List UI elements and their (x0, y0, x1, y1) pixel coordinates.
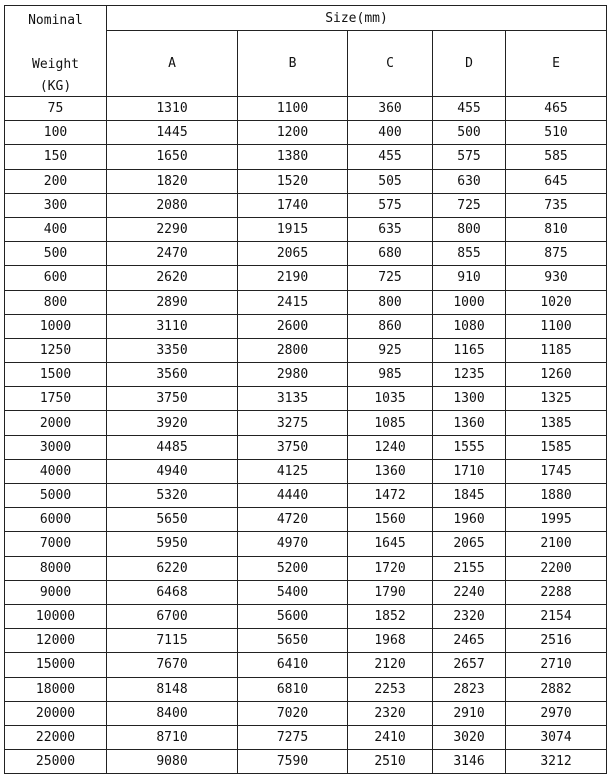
a-cell: 3920 (107, 411, 238, 435)
table-row (5, 266, 607, 290)
b-cell: 1200 (238, 121, 348, 145)
table-row (5, 121, 607, 145)
weight-cell: 18000 (5, 677, 107, 701)
d-cell: 2465 (433, 629, 506, 653)
c-cell: 1645 (348, 532, 433, 556)
table-row (5, 532, 607, 556)
d-cell: 2657 (433, 653, 506, 677)
header-weight-line2: Weight (32, 57, 79, 72)
b-cell: 7020 (238, 701, 348, 725)
c-cell: 680 (348, 242, 433, 266)
c-cell: 1240 (348, 435, 433, 459)
a-cell: 6468 (107, 580, 238, 604)
e-cell: 1585 (506, 435, 607, 459)
weight-cell: 400 (5, 217, 107, 241)
table-row (5, 435, 607, 459)
weight-cell: 15000 (5, 653, 107, 677)
table-row (5, 604, 607, 628)
b-cell: 2415 (238, 290, 348, 314)
weight-cell: 75 (5, 97, 107, 121)
e-cell: 1385 (506, 411, 607, 435)
c-cell: 360 (348, 97, 433, 121)
table-row (5, 701, 607, 725)
a-cell: 6700 (107, 604, 238, 628)
c-cell: 2253 (348, 677, 433, 701)
c-cell: 2120 (348, 653, 433, 677)
e-cell: 1880 (506, 484, 607, 508)
header-size-group: Size(mm) (107, 6, 607, 31)
weight-cell: 9000 (5, 580, 107, 604)
b-cell: 1100 (238, 97, 348, 121)
a-cell: 4485 (107, 435, 238, 459)
a-cell: 2890 (107, 290, 238, 314)
c-cell: 860 (348, 314, 433, 338)
d-cell: 500 (433, 121, 506, 145)
table-row (5, 193, 607, 217)
a-cell: 8148 (107, 677, 238, 701)
weight-cell: 150 (5, 145, 107, 169)
b-cell: 3135 (238, 387, 348, 411)
d-cell: 1000 (433, 290, 506, 314)
d-cell: 725 (433, 193, 506, 217)
table-row (5, 314, 607, 338)
weight-cell: 20000 (5, 701, 107, 725)
a-cell: 5320 (107, 484, 238, 508)
d-cell: 575 (433, 145, 506, 169)
header-nominal-weight (5, 6, 107, 97)
e-cell: 1995 (506, 508, 607, 532)
e-cell: 645 (506, 169, 607, 193)
e-cell: 2200 (506, 556, 607, 580)
e-cell: 1325 (506, 387, 607, 411)
b-cell: 6810 (238, 677, 348, 701)
weight-cell: 200 (5, 169, 107, 193)
a-cell: 3560 (107, 363, 238, 387)
table-row (5, 242, 607, 266)
table-row (5, 653, 607, 677)
d-cell: 1235 (433, 363, 506, 387)
a-cell: 1445 (107, 121, 238, 145)
a-cell: 5650 (107, 508, 238, 532)
weight-cell: 1250 (5, 338, 107, 362)
b-cell: 7275 (238, 725, 348, 749)
c-cell: 2410 (348, 725, 433, 749)
b-cell: 1520 (238, 169, 348, 193)
a-cell: 9080 (107, 750, 238, 774)
b-cell: 2800 (238, 338, 348, 362)
a-cell: 3750 (107, 387, 238, 411)
table-row (5, 580, 607, 604)
b-cell: 4440 (238, 484, 348, 508)
table-row (5, 97, 607, 121)
e-cell: 3074 (506, 725, 607, 749)
e-cell: 1020 (506, 290, 607, 314)
c-cell: 1560 (348, 508, 433, 532)
e-cell: 3212 (506, 750, 607, 774)
b-cell: 5650 (238, 629, 348, 653)
c-cell: 985 (348, 363, 433, 387)
table-row (5, 145, 607, 169)
c-cell: 725 (348, 266, 433, 290)
table-row (5, 556, 607, 580)
a-cell: 2290 (107, 217, 238, 241)
b-cell: 6410 (238, 653, 348, 677)
c-cell: 1360 (348, 459, 433, 483)
table-row (5, 677, 607, 701)
e-cell: 875 (506, 242, 607, 266)
b-cell: 1740 (238, 193, 348, 217)
weight-cell: 7000 (5, 532, 107, 556)
e-cell: 510 (506, 121, 607, 145)
b-cell: 5200 (238, 556, 348, 580)
table-row (5, 169, 607, 193)
d-cell: 2155 (433, 556, 506, 580)
d-cell: 1845 (433, 484, 506, 508)
b-cell: 4970 (238, 532, 348, 556)
e-cell: 2154 (506, 604, 607, 628)
d-cell: 2823 (433, 677, 506, 701)
e-cell: 465 (506, 97, 607, 121)
table-row (5, 750, 607, 774)
c-cell: 1968 (348, 629, 433, 653)
a-cell: 4940 (107, 459, 238, 483)
weight-cell: 8000 (5, 556, 107, 580)
a-cell: 8400 (107, 701, 238, 725)
b-cell: 2980 (238, 363, 348, 387)
table-row (5, 459, 607, 483)
table-row (5, 508, 607, 532)
c-cell: 1472 (348, 484, 433, 508)
header-col-c: C (348, 31, 433, 97)
d-cell: 1300 (433, 387, 506, 411)
b-cell: 4125 (238, 459, 348, 483)
c-cell: 1720 (348, 556, 433, 580)
a-cell: 8710 (107, 725, 238, 749)
a-cell: 1820 (107, 169, 238, 193)
d-cell: 455 (433, 97, 506, 121)
e-cell: 810 (506, 217, 607, 241)
header-col-e: E (506, 31, 607, 97)
table-row (5, 338, 607, 362)
header-col-b: B (238, 31, 348, 97)
d-cell: 1080 (433, 314, 506, 338)
b-cell: 1915 (238, 217, 348, 241)
c-cell: 505 (348, 169, 433, 193)
c-cell: 635 (348, 217, 433, 241)
a-cell: 2470 (107, 242, 238, 266)
d-cell: 3146 (433, 750, 506, 774)
table-row (5, 387, 607, 411)
e-cell: 930 (506, 266, 607, 290)
a-cell: 5950 (107, 532, 238, 556)
c-cell: 1852 (348, 604, 433, 628)
c-cell: 575 (348, 193, 433, 217)
d-cell: 910 (433, 266, 506, 290)
a-cell: 3110 (107, 314, 238, 338)
e-cell: 2710 (506, 653, 607, 677)
d-cell: 1960 (433, 508, 506, 532)
b-cell: 2600 (238, 314, 348, 338)
weight-cell: 500 (5, 242, 107, 266)
e-cell: 2970 (506, 701, 607, 725)
table-row (5, 290, 607, 314)
c-cell: 1035 (348, 387, 433, 411)
c-cell: 1085 (348, 411, 433, 435)
b-cell: 3275 (238, 411, 348, 435)
a-cell: 6220 (107, 556, 238, 580)
table-body (5, 97, 607, 774)
e-cell: 735 (506, 193, 607, 217)
a-cell: 1650 (107, 145, 238, 169)
table-row (5, 217, 607, 241)
d-cell: 1555 (433, 435, 506, 459)
weight-cell: 22000 (5, 725, 107, 749)
e-cell: 1745 (506, 459, 607, 483)
d-cell: 800 (433, 217, 506, 241)
d-cell: 1710 (433, 459, 506, 483)
d-cell: 630 (433, 169, 506, 193)
b-cell: 3750 (238, 435, 348, 459)
a-cell: 7115 (107, 629, 238, 653)
e-cell: 2516 (506, 629, 607, 653)
c-cell: 400 (348, 121, 433, 145)
weight-cell: 3000 (5, 435, 107, 459)
weight-cell: 6000 (5, 508, 107, 532)
weight-cell: 10000 (5, 604, 107, 628)
b-cell: 5400 (238, 580, 348, 604)
weight-cell: 100 (5, 121, 107, 145)
c-cell: 2320 (348, 701, 433, 725)
b-cell: 2190 (238, 266, 348, 290)
weight-cell: 300 (5, 193, 107, 217)
d-cell: 1360 (433, 411, 506, 435)
c-cell: 2510 (348, 750, 433, 774)
a-cell: 3350 (107, 338, 238, 362)
header-col-a: A (107, 31, 238, 97)
header-col-d: D (433, 31, 506, 97)
table-row (5, 725, 607, 749)
header-weight-line3: (KG) (39, 79, 72, 94)
e-cell: 1100 (506, 314, 607, 338)
weight-cell: 12000 (5, 629, 107, 653)
weight-cell: 25000 (5, 750, 107, 774)
d-cell: 1165 (433, 338, 506, 362)
c-cell: 800 (348, 290, 433, 314)
table-row (5, 363, 607, 387)
c-cell: 1790 (348, 580, 433, 604)
a-cell: 1310 (107, 97, 238, 121)
b-cell: 4720 (238, 508, 348, 532)
weight-cell: 1500 (5, 363, 107, 387)
e-cell: 2288 (506, 580, 607, 604)
b-cell: 2065 (238, 242, 348, 266)
d-cell: 2320 (433, 604, 506, 628)
weight-cell: 1000 (5, 314, 107, 338)
c-cell: 455 (348, 145, 433, 169)
b-cell: 7590 (238, 750, 348, 774)
weight-cell: 5000 (5, 484, 107, 508)
table-row (5, 484, 607, 508)
a-cell: 2620 (107, 266, 238, 290)
e-cell: 1260 (506, 363, 607, 387)
e-cell: 2100 (506, 532, 607, 556)
weight-cell: 2000 (5, 411, 107, 435)
a-cell: 2080 (107, 193, 238, 217)
d-cell: 2910 (433, 701, 506, 725)
weight-cell: 4000 (5, 459, 107, 483)
weight-cell: 1750 (5, 387, 107, 411)
weight-cell: 800 (5, 290, 107, 314)
table-row (5, 411, 607, 435)
size-table (4, 5, 607, 774)
d-cell: 3020 (433, 725, 506, 749)
e-cell: 2882 (506, 677, 607, 701)
d-cell: 2240 (433, 580, 506, 604)
weight-cell: 600 (5, 266, 107, 290)
e-cell: 585 (506, 145, 607, 169)
d-cell: 855 (433, 242, 506, 266)
table-row (5, 629, 607, 653)
b-cell: 1380 (238, 145, 348, 169)
c-cell: 925 (348, 338, 433, 362)
b-cell: 5600 (238, 604, 348, 628)
a-cell: 7670 (107, 653, 238, 677)
e-cell: 1185 (506, 338, 607, 362)
header-weight-line1: Nominal (28, 13, 83, 28)
d-cell: 2065 (433, 532, 506, 556)
